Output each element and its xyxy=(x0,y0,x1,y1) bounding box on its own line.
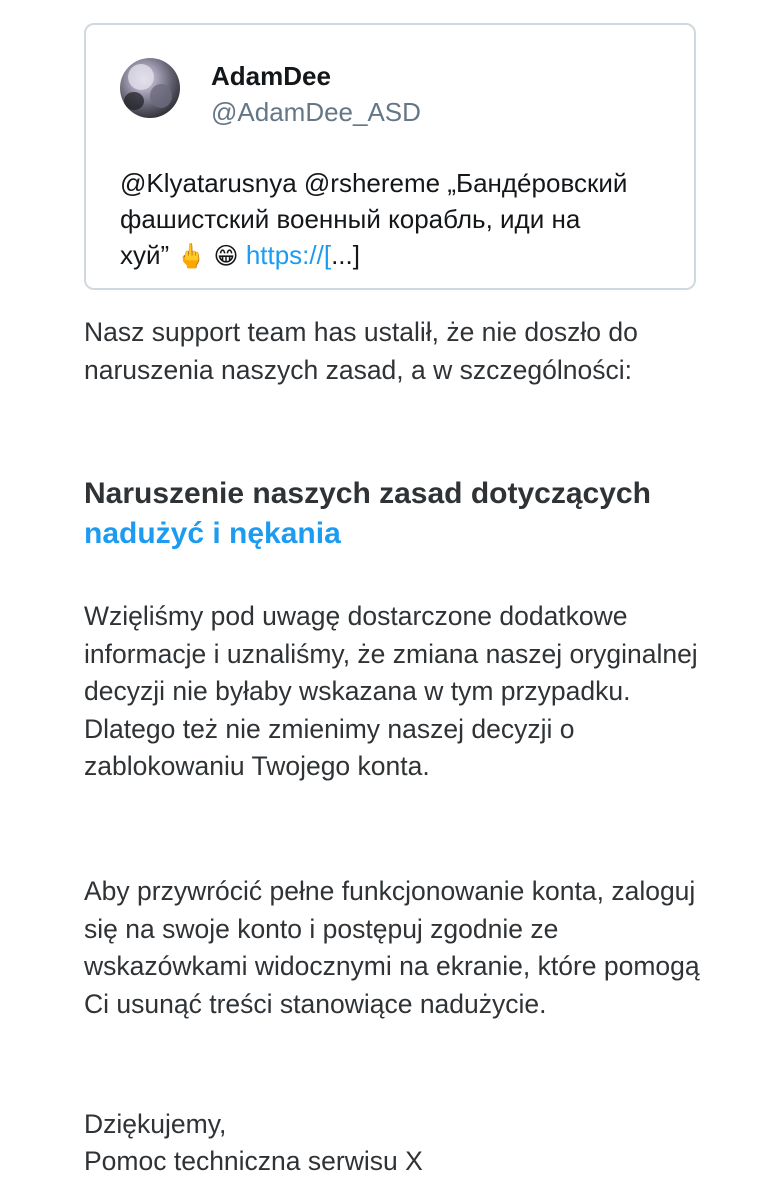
tweet-text-line-3 xyxy=(120,237,680,275)
tweet-text xyxy=(120,165,680,275)
tweet-ellipsis: ...] xyxy=(331,240,360,270)
signoff-text: Dziękujemy, xyxy=(84,1109,227,1139)
tweet-text-line-1: @Klyatarusnya @rshereme „Банде́ровский xyxy=(120,168,628,198)
tweet-text-line-3-start: хуй” xyxy=(120,240,170,270)
tweet-handle[interactable]: @AdamDee_ASD xyxy=(211,97,421,127)
abuse-policy-link[interactable]: nadużyć i nękania xyxy=(84,517,341,550)
avatar-highlight xyxy=(128,64,154,90)
tweet-text-line-2: фашистский военный корабль, иди на xyxy=(120,204,581,234)
avatar[interactable] xyxy=(120,58,180,118)
policy-heading xyxy=(84,474,724,554)
intro-text: Nasz support team has ustalił, że nie doszło do naruszenia naszych zasad, a w szczególności: xyxy=(84,317,638,385)
grinning-emoji-icon: 😁 xyxy=(213,243,239,270)
embedded-tweet-card[interactable] xyxy=(84,23,696,290)
avatar-shade xyxy=(150,84,172,108)
middle-finger-emoji-icon: 🖕 xyxy=(176,243,207,270)
tweet-display-name[interactable]: AdamDee xyxy=(211,61,331,91)
decision-text: Wzięliśmy pod uwagę dostarczone dodatkowe informacje i uznaliśmy, że zmiana naszej oryginalnej decyzji nie byłaby wskazana w tym przypadku. Dlatego też nie zmienimy naszej decyzji o zablokowaniu Twojego konta. xyxy=(84,601,698,781)
instructions-text: Aby przywrócić pełne funkcjonowanie konta, zaloguj się na swoje konto i postępuj zgodnie ze wskazówkami widocznymi na ekranie, które pomogą Ci usunąć treści stanowiące nadużycie. xyxy=(84,876,700,1019)
policy-heading-text: Naruszenie naszych zasad dotyczących xyxy=(84,477,651,510)
tweet-link[interactable]: https://[ xyxy=(245,240,332,270)
avatar-shadow xyxy=(124,92,144,110)
signature-text: Pomoc techniczna serwisu X xyxy=(84,1146,423,1176)
